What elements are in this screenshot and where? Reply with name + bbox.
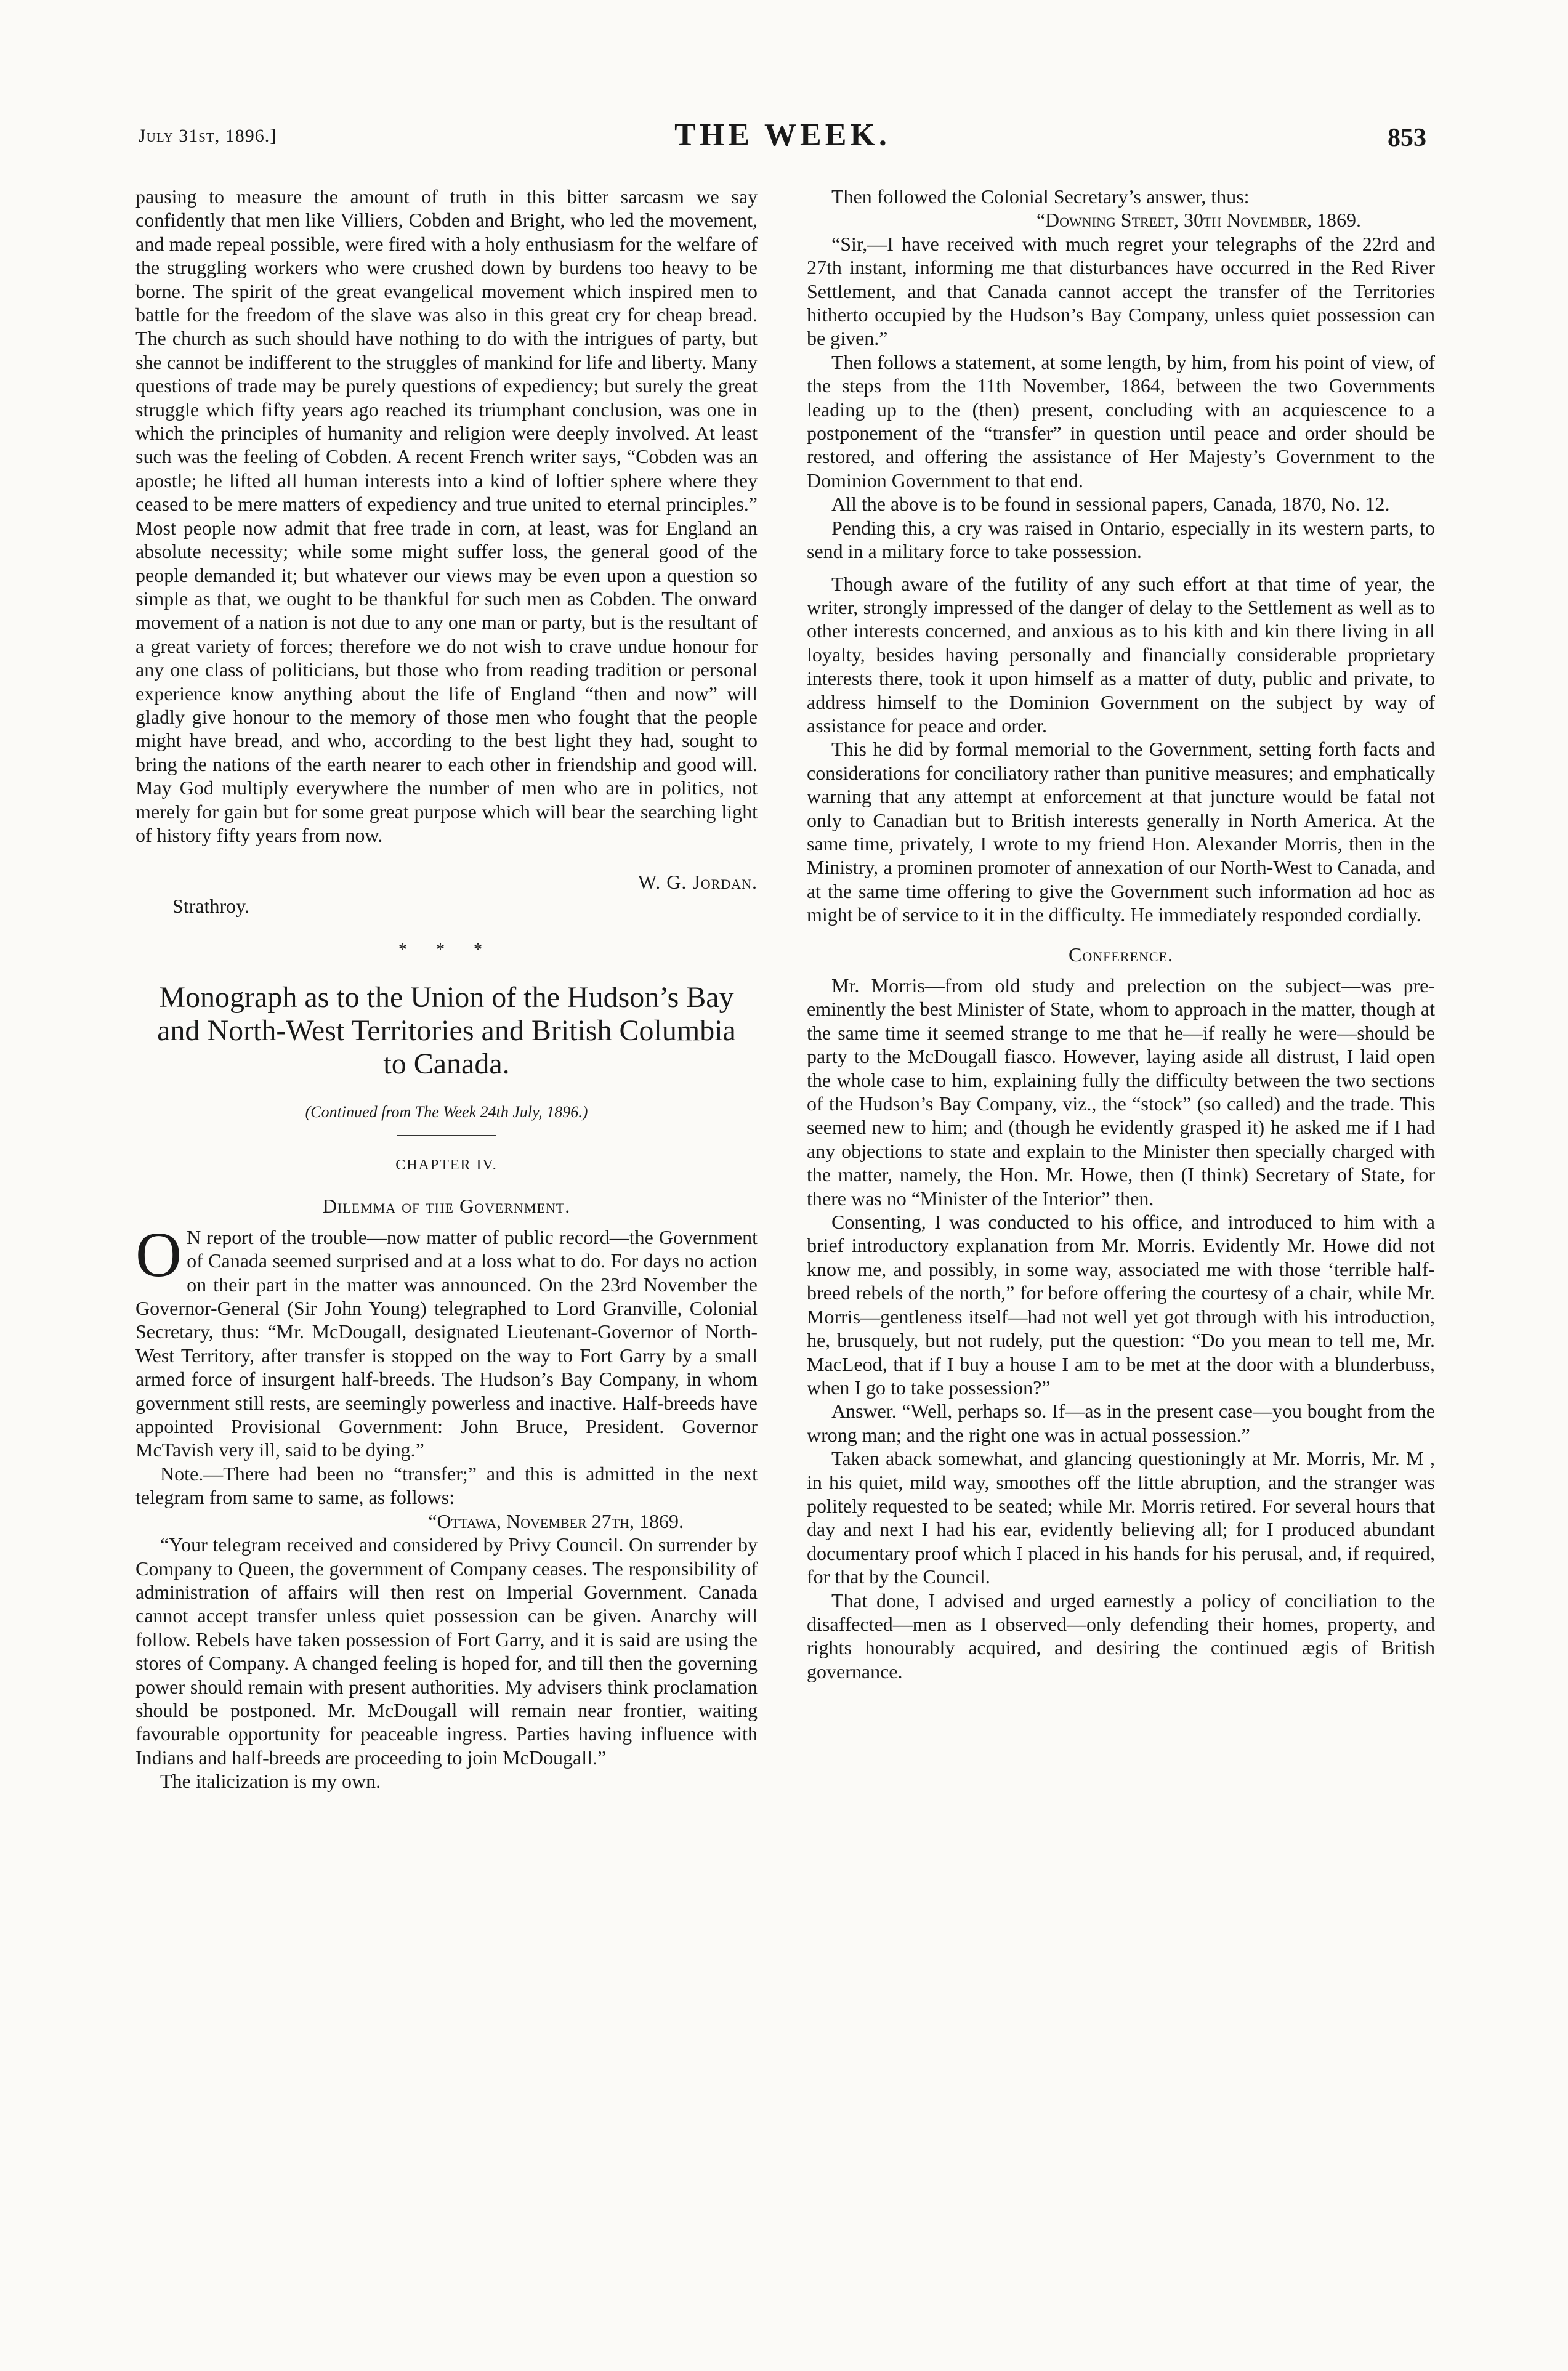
- memorial-paragraph: This he did by formal memorial to the Government, setting forth facts and considerations for conciliatory rather than punitive measures; and emphatically warning that any attempt at enforcement at that juncture would be fatal not only to Canadian but to British interests generally in North America. At the same time, privately, I wrote to my friend Hon. Alexander Morris, then in the Ministry, a prominen promoter of annexation of our North-West to Canada, and at the same time offering to give the Government such information ad hoc as might be of service to it in the difficulty. He immediately responded cordially.: [807, 738, 1435, 926]
- dilemma-paragraph: [135, 1219, 758, 1462]
- left-column: [135, 185, 758, 1793]
- taken-aback-paragraph: Taken aback somewhat, and glancing questioningly at Mr. Morris, Mr. M , in his quiet, mild way, smoothes off the little abruption, and the stranger was politely requested to be seated; while Mr. Morris retired. For several hours that day and next I had his ear, evidently believing all; for I produced abundant documentary proof which I placed in his hands for his perusal, and, if required, for that by the Council.: [807, 1447, 1435, 1588]
- continued-note: (Continued from The Week 24th July, 1896.): [305, 1102, 588, 1121]
- article-continuation-paragraph: pausing to measure the amount of truth in this bitter sarcasm we say confidently that men like Villiers, Cobden and Bright, who led the movement, and made repeal possible, were fired with a holy enthusiasm for the welfare of the struggling workers who were crushed down by burdens too heavy to be borne. The spirit of the great evangelical movement which inspired men to battle for the freedom of the slave was also in this great cry for cheap bread. The church as such should have nothing to do with the intrigues of party, but she cannot be indifferent to the struggles of mankind for life and liberty. Many questions of trade may be purely questions of expediency; but surely the great struggle which fifty years ago reached its triumphant conclusion, was one in which the principles of humanity and religion were deeply involved. At least such was the feeling of Cobden. A recent French writer says, “Cobden was an apostle; he lifted all human interests into a kind of loftier sphere where they ceased to be mere matters of expediency and true united to eternal principles.” Most people now admit that free trade in corn, at least, was for England an absolute necessity; while some might suffer loss, the general good of the people demanded it; but whatever our views may be even upon a question so simple as that, we ought to be thankful for such men as Cobden. The onward movement of a nation is not due to any one man or party, but is the resultant of a great variety of forces; therefore we do not wish to crave undue honour for any one class of politicians, but those who from reading tradition or personal experience know anything about the life of England “then and now” will gladly give honour to the memory of those men who fought that the people might have bread, and who, according to the best light they had, sought to bring the nations of the earth nearer to each other in friendship and good will. May God multiply everywhere the number of men who are in politics, not merely for gain but for some great purpose which will bear the searching light of history fifty years from now.: [135, 185, 758, 846]
- italicization-note: The italicization is my own.: [160, 1770, 381, 1793]
- monograph-title: Monograph as to the Union of the Hudson’s Bay and North-West Territories and British Columbia to Canada.: [157, 980, 736, 1080]
- conference-subheading: Conference.: [1069, 943, 1173, 966]
- downing-street-dateline: “Downing Street, 30th November, 1869.: [1036, 209, 1361, 232]
- section-divider-stars: * * *: [398, 940, 495, 960]
- dilemma-text: N report of the trouble—now matter of public record—the Government of Canada seemed surprised and at a loss what to do. For days no action on their part in the matter was announced. On the 23rd November the Governor-General (Sir John Young) telegraphed to Lord Granville, Colonial Secretary, thus: “Mr. McDougall, designated Lieutenant-Governor of North-West Territory, after transfer is stopped on the way to Fort Garry by a small armed force of insurgent half-breeds. The Hudson’s Bay Company, in whom government still rests, are seemingly powerless and inactive. Half-breeds have appointed Provisional Government: John Bruce, President. Governor McTavish very ill, said to be dying.”: [135, 1226, 758, 1461]
- header-date: July 31st, 1896.]: [139, 126, 277, 146]
- author-place: Strathroy.: [172, 894, 250, 917]
- telegram-dateline: “Ottawa, November 27th, 1869.: [428, 1509, 684, 1532]
- consenting-paragraph: Consenting, I was conducted to his office, and introduced to him with a brief introductory explanation from Mr. Morris. Evidently Mr. Howe did not know me, and possibly, in some way, associated me with those ‘terrible half-breed rebels of the north,” for before offering the courtesy of a chair, while Mr. Morris—gentleness itself—had not well yet got through with his introduction, he, brusquely, but not rudely, put the question: “Do you mean to tell me, Mr. MacLeod, that if I buy a house I am to be met at the door with a blunderbuss, when I go to take possession?”: [807, 1211, 1435, 1399]
- morris-paragraph: Mr. Morris—from old study and prelection on the subject—was pre-eminently the best Minister of State, whom to approach in the matter, though at the same time it seemed strange to me that he—if really he were—should be party to the McDougall fiasco. However, laying aside all distrust, I laid open the whole case to him, explaining fully the difficulty between the two sections of the Hudson’s Bay Company, viz., the “stock” (so called) and the trade. This seemed new to him; and (though he evidently grasped it) he asked me if I had any objections to state and explain to the Minister then specially charged with the matter, namely, the Hon. Mr. Howe, then (I think) Secretary of State, for there was no “Minister of the Interior” then.: [807, 974, 1435, 1210]
- sessional-papers-paragraph: All the above is to be found in sessional papers, Canada, 1870, No. 12.: [831, 493, 1390, 515]
- page-number: 853: [1388, 124, 1426, 152]
- pending-paragraph: Pending this, a cry was raised in Ontario, especially in its western parts, to send in a military force to take possession.: [807, 516, 1435, 563]
- statement-paragraph: Then follows a statement, at some length, by him, from his point of view, of the steps from the 11th November, 1864, between the two Governments leading up to the (then) present, concluding with an acquiescence to a postponement of the “transfer” in question until peace and order should be restored, and offering the assistance of Her Majesty’s Government to the Dominion Government to that end.: [807, 350, 1435, 491]
- telegram-paragraph: “Your telegram received and considered by Privy Council. On surrender by Company to Queen, the government of Company ceases. The responsibility of administration of affairs will then rest on Imperial Government. Canada cannot accept transfer unless quiet possession can be given. Anarchy will follow. Rebels have taken possession of Fort Garry, and it is said are using the stores of Company. A changed feeling is hoped for, and till then the governing power should remain with present authorities. My advisers think proclamation should be postponed. Mr. McDougall will remain near frontier, waiting favourable opportunity for peaceable ingress. Parties having influence with Indians and half-breeds are proceeding to join McDougall.”: [135, 1533, 758, 1769]
- chapter-heading: CHAPTER IV.: [395, 1157, 498, 1173]
- author-signature: W. G. Jordan.: [637, 871, 758, 894]
- right-column: [807, 185, 1435, 1683]
- though-aware-paragraph: Though aware of the futility of any such effort at that time of year, the writer, strongly impressed of the danger of delay to the Settlement as well as to other interests concerned, and anxious as to his kith and kin there living in all loyalty, besides having personally and financially considerable proprietary interests there, took it upon himself as a matter of duty, public and private, to address himself to the Dominion Government on the subject by way of assistance for peace and order.: [807, 572, 1435, 737]
- note-paragraph: Note.—There had been no “transfer;” and this is admitted in the next telegram from same to same, as follows:: [135, 1462, 758, 1509]
- page-header: [139, 117, 1426, 166]
- section-subheading: Dilemma of the Government.: [322, 1195, 571, 1218]
- that-done-paragraph: That done, I advised and urged earnestly a policy of conciliation to the disaffected—men as I observed—only defending their homes, property, and rights honourably acquired, and desiring the continued ægis of British governance.: [807, 1589, 1435, 1682]
- answer-paragraph: Answer. “Well, perhaps so. If—as in the present case—you bought from the wrong man; and the right one was in actual possession.”: [807, 1400, 1435, 1446]
- divider-rule: [397, 1135, 496, 1136]
- drop-cap: O: [135, 1219, 182, 1290]
- header-title: THE WEEK.: [674, 118, 891, 153]
- then-followed-paragraph: Then followed the Colonial Secretary’s answer, thus:: [831, 185, 1250, 208]
- sir-letter-paragraph: “Sir,—I have received with much regret your telegraphs of the 22rd and 27th instant, informing me that disturbances have occurred in the Red River Settlement, and that Canada cannot accept the transfer of the Territories hitherto occupied by the Hudson’s Bay Company, unless quiet possession can be given.”: [807, 232, 1435, 350]
